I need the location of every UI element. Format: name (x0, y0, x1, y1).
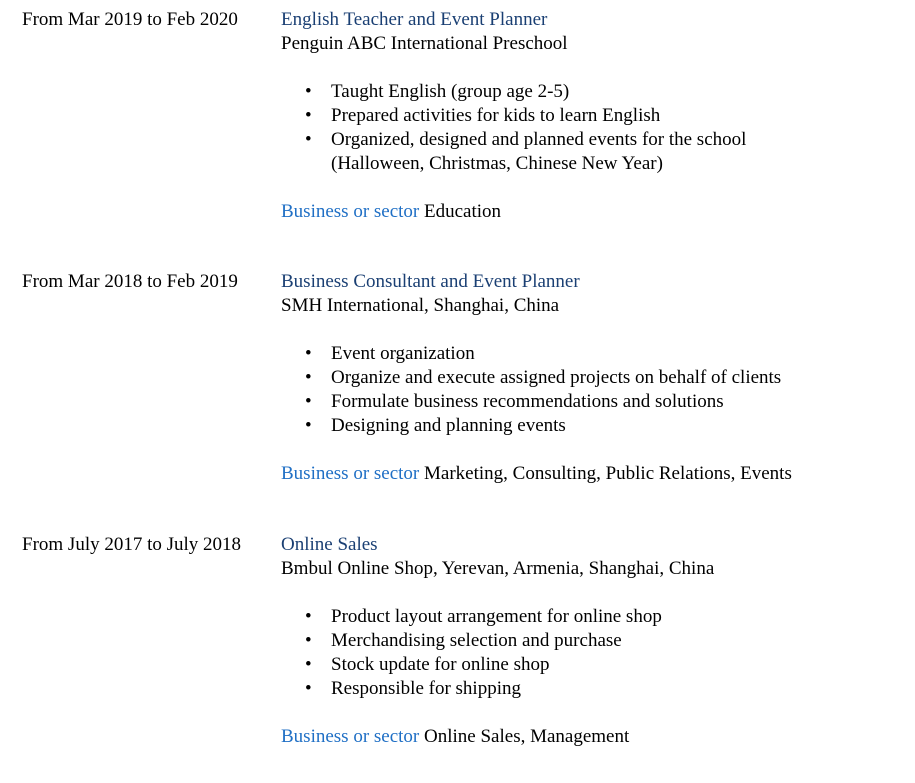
list-item (305, 629, 901, 653)
job-title: Online Sales (281, 534, 378, 555)
sector-label: Business or sector (281, 201, 420, 222)
duties-list (281, 342, 901, 438)
duty-text: Product layout arrangement for online shop (331, 606, 662, 627)
job-title: English Teacher and Event Planner (281, 9, 548, 30)
entry-dates: From July 2017 to July 2018 (22, 534, 242, 555)
list-item (305, 390, 901, 414)
bullet-icon: • (305, 343, 312, 364)
sector-value: Online Sales, Management (424, 726, 630, 747)
duty-text: Stock update for online shop (331, 654, 550, 675)
duty-text: Designing and planning events (331, 415, 566, 436)
company-name: SMH International, Shanghai, China (281, 295, 560, 316)
sector-line (281, 200, 901, 224)
sector-line (281, 725, 901, 749)
bullet-icon: • (305, 367, 312, 388)
list-item (305, 414, 901, 438)
sector-value: Marketing, Consulting, Public Relations, Events (424, 463, 792, 484)
sector-label: Business or sector (281, 463, 420, 484)
sector-line (281, 462, 901, 486)
bullet-icon: • (305, 105, 312, 126)
job-title: Business Consultant and Event Planner (281, 271, 580, 292)
bullet-icon: • (305, 606, 312, 627)
bullet-icon: • (305, 630, 312, 651)
entry-content (281, 270, 901, 486)
duties-list (281, 605, 901, 701)
list-item (305, 605, 901, 629)
bullet-icon: • (305, 391, 312, 412)
duty-text: Organize and execute assigned projects on behalf of clients (331, 367, 782, 388)
list-item (305, 677, 901, 701)
duty-text: Taught English (group age 2-5) (331, 81, 570, 102)
list-item (305, 104, 901, 128)
entry-content (281, 8, 901, 224)
entry-content (281, 533, 901, 749)
duty-text: Formulate business recommendations and solutions (331, 391, 724, 412)
duty-text: Prepared activities for kids to learn English (331, 105, 661, 126)
sector-value: Education (424, 201, 502, 222)
bullet-icon: • (305, 415, 312, 436)
list-item (305, 366, 901, 390)
duty-text: Merchandising selection and purchase (331, 630, 622, 651)
bullet-icon: • (305, 678, 312, 699)
duty-text: Organized, designed and planned events for the school (Halloween, Christmas, Chinese New Year) (331, 129, 747, 174)
company-name: Bmbul Online Shop, Yerevan, Armenia, Shanghai, China (281, 558, 715, 579)
company-name: Penguin ABC International Preschool (281, 33, 568, 54)
list-item (305, 128, 801, 176)
bullet-icon: • (305, 129, 312, 150)
bullet-icon: • (305, 654, 312, 675)
entry-dates: From Mar 2018 to Feb 2019 (22, 271, 238, 292)
duty-text: Event organization (331, 343, 475, 364)
sector-label: Business or sector (281, 726, 420, 747)
duty-text: Responsible for shipping (331, 678, 521, 699)
bullet-icon: • (305, 81, 312, 102)
duties-list (281, 80, 901, 176)
list-item (305, 342, 901, 366)
entry-dates: From Mar 2019 to Feb 2020 (22, 9, 238, 30)
list-item (305, 80, 901, 104)
list-item (305, 653, 901, 677)
